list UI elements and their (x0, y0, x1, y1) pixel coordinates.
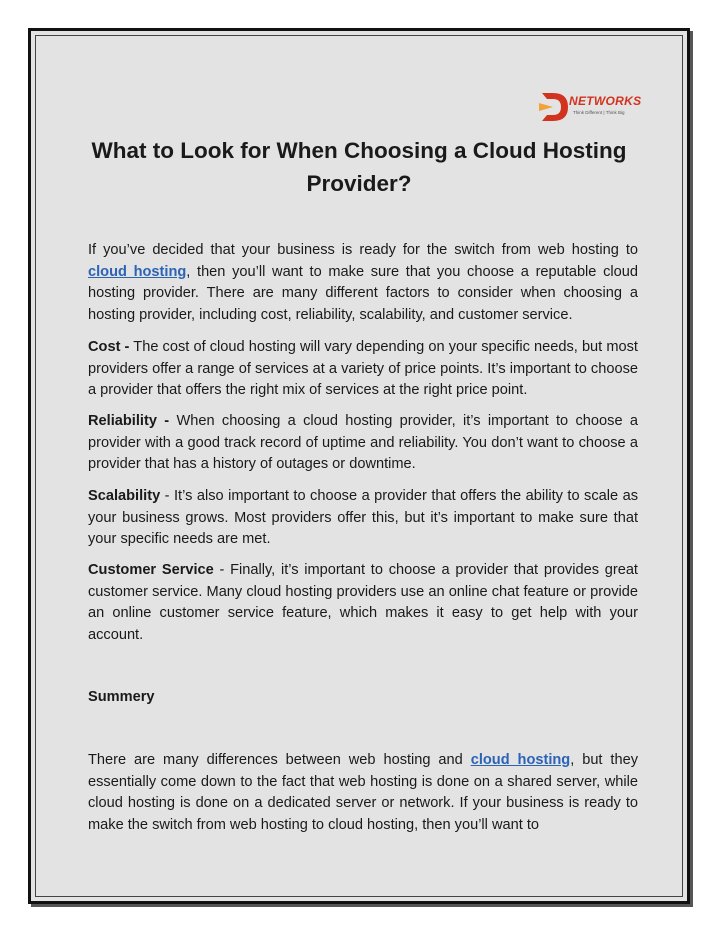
reliability-paragraph (88, 411, 638, 476)
summary-text-end: , but they essentially come down to the fact that web hosting is done on a shared server, while cloud hosting is done on a dedicated server or network. If your business is ready to make the switch from web hosting to cloud hosting, then you’ll want to (88, 752, 638, 833)
summary-text-start: There are many differences between web hosting and (88, 752, 471, 768)
intro-text-start: If you’ve decided that your business is ready for the switch from web hosting to (88, 242, 638, 258)
document-page (28, 28, 690, 904)
summary-heading: Summery (88, 689, 155, 705)
logo-d-mark-icon (539, 89, 571, 125)
scalability-paragraph (88, 486, 638, 551)
cloud-hosting-link[interactable]: cloud hosting (88, 263, 187, 280)
logo-wordmark: NETWORKS (569, 94, 642, 108)
cost-label: Cost - (88, 339, 130, 355)
reliability-label: Reliability - (88, 413, 170, 429)
summary-paragraph (88, 750, 638, 836)
logo-tagline: Think Different | Think Big (573, 110, 625, 115)
cloud-hosting-link-2[interactable]: cloud hosting (470, 752, 571, 768)
cost-text: The cost of cloud hosting will vary depending on your specific needs, but most providers offer a range of services at a variety of price points. It’s important to choose a provider that offers the right mix of services at the right price point. (88, 339, 638, 399)
customer-service-label: Customer Service (88, 562, 214, 578)
reliability-text: When choosing a cloud hosting provider, it’s important to choose a provider with a good track record of uptime and reliability. You don’t want to choose a provider that has a history of outages or downtime. (88, 413, 638, 473)
customer-service-paragraph (88, 560, 638, 646)
scalability-text: - It’s also important to choose a provider that offers the ability to scale as your business grows. Most providers offer this, but it’s important to make sure that your specific needs are met. (88, 488, 638, 548)
page-title: What to Look for When Choosing a Cloud Hosting Provider? (91, 138, 627, 196)
customer-service-text: - Finally, it’s important to choose a provider that provides great customer service. Many cloud hosting providers use an online chat feature or provide an online customer service feature, which makes it easy to get help with your account. (88, 562, 638, 643)
cost-paragraph (88, 337, 638, 402)
intro-text-end: , then you’ll want to make sure that you choose a reputable cloud hosting provider. There are many different factors to consider when choosing a hosting provider, including cost, reliability, scalability, and customer service. (88, 263, 638, 323)
networks-logo (539, 89, 649, 129)
scalability-label: Scalability (88, 488, 161, 504)
intro-paragraph (88, 240, 638, 326)
